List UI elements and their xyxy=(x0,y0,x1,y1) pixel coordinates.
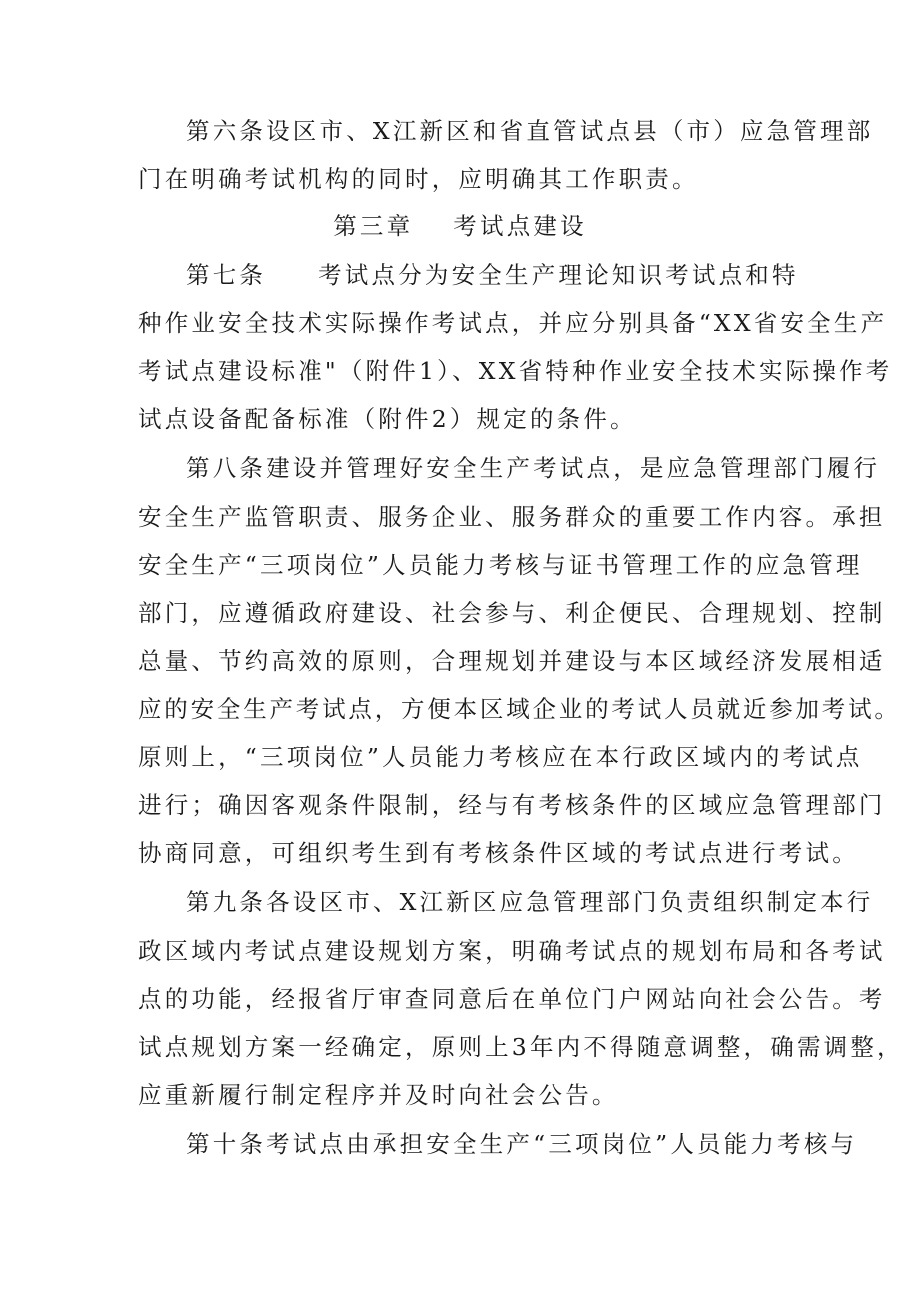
article-8-line-9: 协商同意，可组织考生到有考核条件区域的考试点进行考试。 xyxy=(138,839,859,867)
article-8-line-2: 安全生产监管职责、服务企业、服务群众的重要工作内容。承担 xyxy=(138,503,886,531)
article-7-first-text: 考试点分为安全生产理论知识考试点和特 xyxy=(318,261,799,289)
article-7-line-2: 种作业安全技术实际操作考试点，并应分别具备“XX省安全生产 xyxy=(138,309,888,337)
chapter-title: 考试点建设 xyxy=(453,212,587,240)
article-8-line-3: 安全生产“三项岗位”人员能力考核与证书管理工作的应急管理 xyxy=(138,551,863,579)
article-7-label: 第七条 xyxy=(186,261,267,289)
article-9-line-3: 点的功能，经报省厅审查同意后在单位门户网站向社会公告。考 xyxy=(138,985,886,1013)
article-8-line-7: 原则上，“三项岗位”人员能力考核应在本行政区域内的考试点 xyxy=(138,743,863,771)
article-9-line-5: 应重新履行制定程序并及时向社会公告。 xyxy=(138,1081,619,1109)
article-9-line-4: 试点规划方案一经确定，原则上3年内不得随意调整，确需调整， xyxy=(138,1033,904,1061)
article-7-line-3: 考试点建设标准"（附件1）、XX省特种作业安全技术实际操作考 xyxy=(138,357,893,385)
article-8-line-5: 总量、节约高效的原则，合理规划并建设与本区域经济发展相适 xyxy=(138,647,886,675)
chapter-heading xyxy=(0,211,920,241)
article-6-line-2: 门在明确考试机构的同时，应明确其工作职责。 xyxy=(138,165,699,193)
article-10-line-1: 第十条考试点由承担安全生产“三项岗位”人员能力考核与 xyxy=(186,1130,858,1158)
article-8-line-8: 进行；确因客观条件限制，经与有考核条件的区域应急管理部门 xyxy=(138,791,886,819)
article-6-line-1: 第六条设区市、X江新区和省直管试点县（市）应急管理部 xyxy=(186,117,874,145)
article-9-line-2: 政区域内考试点建设规划方案，明确考试点的规划布局和各考试 xyxy=(138,937,886,965)
article-7-line-1 xyxy=(186,260,799,290)
article-7-line-4: 试点设备配备标准（附件2）规定的条件。 xyxy=(138,405,637,433)
article-8-line-6: 应的安全生产考试点，方便本区域企业的考试人员就近参加考试。 xyxy=(138,695,901,723)
chapter-number: 第三章 xyxy=(333,212,414,240)
article-8-line-4: 部门，应遵循政府建设、社会参与、利企便民、合理规划、控制 xyxy=(138,599,886,627)
article-8-line-1: 第八条建设并管理好安全生产考试点，是应急管理部门履行 xyxy=(186,454,881,482)
article-9-line-1: 第九条各设区市、X江新区应急管理部门负责组织制定本行 xyxy=(186,888,874,916)
